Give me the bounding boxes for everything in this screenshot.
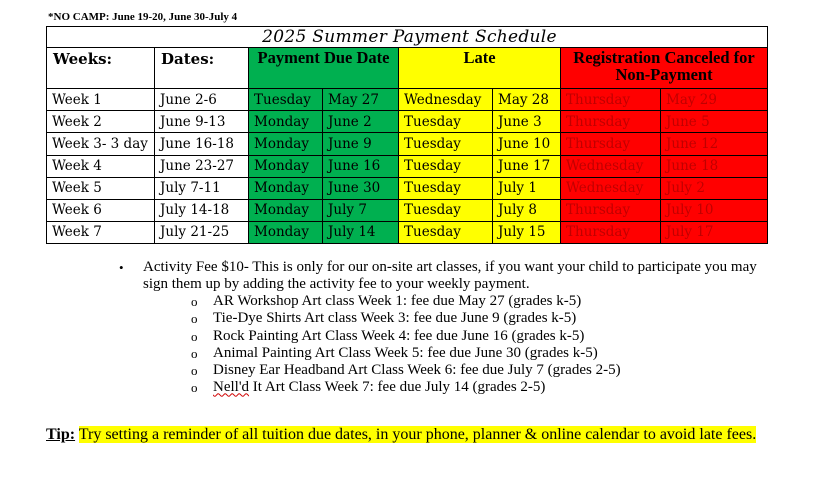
- cancel-day-cell: Thursday: [561, 133, 661, 155]
- cancel-date-cell: June 5: [661, 111, 768, 133]
- activity-fee-item: [121, 259, 771, 397]
- tip-text: Try setting a reminder of all tuition due dates, in your phone, planner & online calendar to avoid late fees.: [78, 426, 757, 443]
- late-day-cell: Tuesday: [399, 199, 493, 221]
- due-day-cell: Monday: [249, 177, 323, 199]
- bullet-icon: •: [119, 260, 124, 275]
- table-row: [47, 199, 768, 221]
- late-date-cell: May 28: [493, 89, 561, 111]
- week-cell: Week 7: [47, 221, 155, 243]
- week-cell: Week 5: [47, 177, 155, 199]
- header-weeks: Weeks:: [47, 48, 155, 89]
- header-canceled: Registration Canceled for Non-Payment: [561, 48, 768, 89]
- list-item: [191, 379, 771, 396]
- circle-bullet-icon: o: [191, 311, 198, 327]
- table-row: [47, 177, 768, 199]
- cancel-day-cell: Thursday: [561, 221, 661, 243]
- header-payment-due: Payment Due Date: [249, 48, 399, 89]
- cancel-date-cell: June 12: [661, 133, 768, 155]
- table-title: 2025 Summer Payment Schedule: [47, 27, 768, 48]
- circle-bullet-icon: o: [191, 345, 198, 361]
- late-date-cell: July 15: [493, 221, 561, 243]
- cancel-date-cell: May 29: [661, 89, 768, 111]
- due-date-cell: June 9: [323, 133, 399, 155]
- activity-fee-text: Activity Fee $10- This is only for our on-site art classes, if you want your child to participate you may sign them up by adding the activity fee to your weekly payment.: [143, 259, 757, 292]
- art-class-text: Tie-Dye Shirts Art class Week 3: fee due June 9 (grades k-5): [213, 310, 577, 327]
- dates-cell: July 14-18: [155, 199, 249, 221]
- late-day-cell: Tuesday: [399, 133, 493, 155]
- list-item: [191, 345, 771, 362]
- due-day-cell: Tuesday: [249, 89, 323, 111]
- cancel-date-cell: July 10: [661, 199, 768, 221]
- late-day-cell: Wednesday: [399, 89, 493, 111]
- due-day-cell: Monday: [249, 155, 323, 177]
- due-date-cell: June 30: [323, 177, 399, 199]
- cancel-day-cell: Wednesday: [561, 155, 661, 177]
- art-class-text: AR Workshop Art class Week 1: fee due May 27 (grades k-5): [213, 293, 582, 309]
- cancel-date-cell: June 18: [661, 155, 768, 177]
- due-date-cell: July 14: [323, 221, 399, 243]
- cancel-day-cell: Wednesday: [561, 177, 661, 199]
- table-row: [47, 133, 768, 155]
- late-day-cell: Tuesday: [399, 111, 493, 133]
- cancel-day-cell: Thursday: [561, 199, 661, 221]
- due-day-cell: Monday: [249, 199, 323, 221]
- circle-bullet-icon: o: [191, 328, 198, 344]
- dates-cell: June 16-18: [155, 133, 249, 155]
- dates-cell: June 2-6: [155, 89, 249, 111]
- table-row: [47, 155, 768, 177]
- tip-note: [46, 425, 776, 445]
- art-class-text: Disney Ear Headband Art Class Week 6: fee due July 7 (grades 2-5): [213, 362, 621, 379]
- dates-cell: July 21-25: [155, 221, 249, 243]
- late-day-cell: Tuesday: [399, 177, 493, 199]
- activity-list: [121, 259, 771, 397]
- no-camp-note: *NO CAMP: June 19-20, June 30-July 4: [48, 11, 238, 23]
- due-date-cell: June 2: [323, 111, 399, 133]
- due-date-cell: July 7: [323, 199, 399, 221]
- circle-bullet-icon: o: [191, 363, 198, 379]
- dates-cell: June 9-13: [155, 111, 249, 133]
- late-date-cell: July 1: [493, 177, 561, 199]
- cancel-date-cell: July 17: [661, 221, 768, 243]
- cancel-day-cell: Thursday: [561, 89, 661, 111]
- late-date-cell: June 3: [493, 111, 561, 133]
- list-item: [191, 328, 771, 345]
- due-day-cell: Monday: [249, 221, 323, 243]
- header-dates: Dates:: [155, 48, 249, 89]
- table-row: [47, 111, 768, 133]
- cancel-date-cell: July 2: [661, 177, 768, 199]
- dates-cell: June 23-27: [155, 155, 249, 177]
- tip-label: Tip:: [46, 426, 76, 443]
- table-row: [47, 221, 768, 243]
- due-day-cell: Monday: [249, 133, 323, 155]
- week-cell: Week 6: [47, 199, 155, 221]
- due-date-cell: June 16: [323, 155, 399, 177]
- week-cell: Week 1: [47, 89, 155, 111]
- late-date-cell: July 8: [493, 199, 561, 221]
- circle-bullet-icon: o: [191, 294, 198, 309]
- cancel-day-cell: Thursday: [561, 111, 661, 133]
- header-row: [47, 48, 768, 89]
- due-day-cell: Monday: [249, 111, 323, 133]
- art-class-text: Animal Painting Art Class Week 5: fee due June 30 (grades k-5): [213, 344, 598, 361]
- late-day-cell: Tuesday: [399, 155, 493, 177]
- art-class-text: Rock Painting Art Class Week 4: fee due June 16 (grades k-5): [213, 327, 585, 344]
- late-date-cell: June 10: [493, 133, 561, 155]
- table-row: [47, 89, 768, 111]
- art-class-name: Nell'd: [213, 379, 250, 396]
- list-item: [191, 293, 771, 310]
- week-cell: Week 2: [47, 111, 155, 133]
- header-late: Late: [399, 48, 561, 89]
- payment-schedule-table: [46, 26, 768, 244]
- due-date-cell: May 27: [323, 89, 399, 111]
- late-day-cell: Tuesday: [399, 221, 493, 243]
- art-class-list: [143, 293, 771, 397]
- list-item: [191, 310, 771, 327]
- dates-cell: July 7-11: [155, 177, 249, 199]
- list-item: [191, 362, 771, 379]
- art-class-text: It Art Class Week 7: fee due July 14 (grades 2-5): [249, 379, 546, 396]
- late-date-cell: June 17: [493, 155, 561, 177]
- week-cell: Week 4: [47, 155, 155, 177]
- week-cell: Week 3- 3 day: [47, 133, 155, 155]
- circle-bullet-icon: o: [191, 380, 198, 396]
